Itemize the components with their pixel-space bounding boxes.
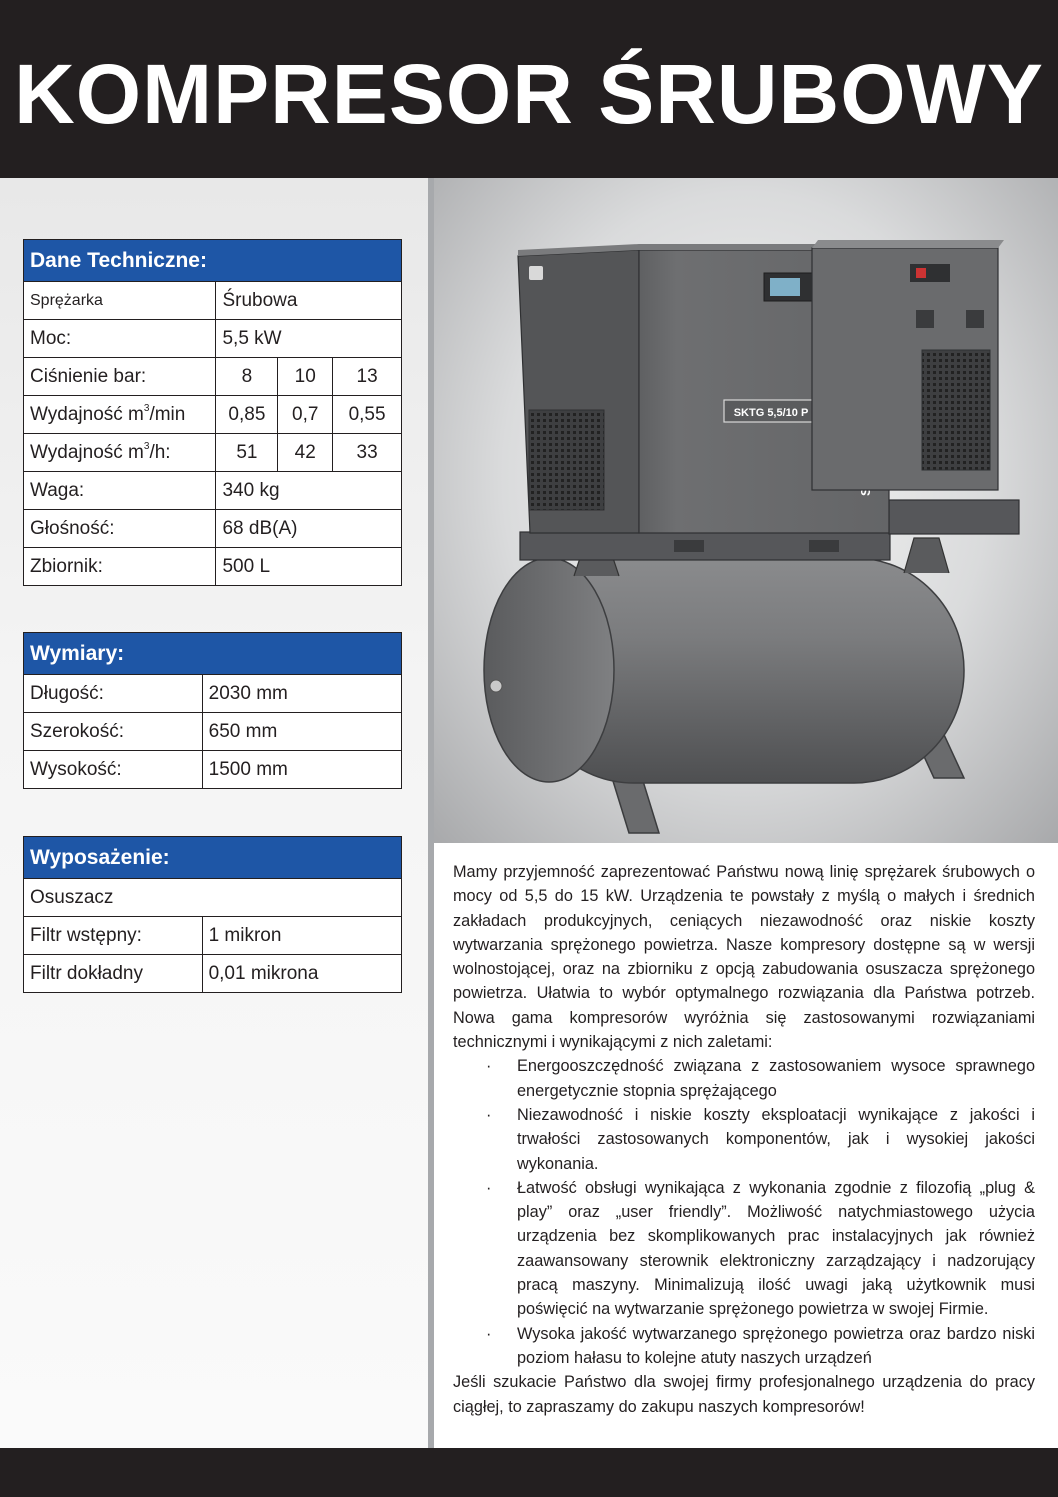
page-header xyxy=(0,0,1058,178)
table-row xyxy=(24,548,402,586)
compressor-illustration xyxy=(434,178,1058,843)
table-row xyxy=(24,472,402,510)
equipment-table xyxy=(23,836,402,993)
table-row xyxy=(24,955,402,993)
table-row xyxy=(24,713,402,751)
length-label: Długość: xyxy=(24,675,203,713)
pressure-label: Ciśnienie bar: xyxy=(24,358,216,396)
power-label: Moc: xyxy=(24,320,216,358)
height-label: Wysokość: xyxy=(24,751,203,789)
list-item: · Niezawodność i niskie koszty eksploatacji wynikające z jakości i trwałości zastosowanych komponentów, jak i wysokiej jakości wykonania. xyxy=(453,1103,1035,1176)
flow-per-hour-label: Wydajność $m^3/h$: xyxy=(24,434,216,472)
flow-per-hour-value: 42 xyxy=(278,434,333,472)
pressure-value: 8 xyxy=(216,358,278,396)
flow-per-minute-value: 0,7 xyxy=(278,396,333,434)
weight-value: 340 kg xyxy=(216,472,402,510)
equipment-heading: Wyposażenie: xyxy=(24,837,402,879)
bullet-icon: · xyxy=(486,1178,492,1197)
table-row xyxy=(24,396,402,434)
page-footer xyxy=(0,1448,1058,1497)
compressor-label: Sprężarka xyxy=(24,282,216,320)
table-row xyxy=(24,675,402,713)
pressure-value: 10 xyxy=(278,358,333,396)
bullet-icon: · xyxy=(486,1105,492,1124)
tank-label: Zbiornik: xyxy=(24,548,216,586)
dimensions-table xyxy=(23,632,402,789)
table-row xyxy=(24,917,402,955)
dimensions-heading: Wymiary: xyxy=(24,633,402,675)
fine-filter-label: Filtr dokładny xyxy=(24,955,203,993)
pressure-value: 13 xyxy=(333,358,402,396)
table-row xyxy=(24,751,402,789)
table-row xyxy=(24,510,402,548)
length-value: 2030 mm xyxy=(202,675,401,713)
table-row xyxy=(24,358,402,396)
product-photo-area xyxy=(434,178,1058,843)
prefilter-value: 1 mikron xyxy=(202,917,401,955)
flow-per-minute-value: 0,85 xyxy=(216,396,278,434)
table-row xyxy=(24,320,402,358)
page-title: KOMPRESOR ŚRUBOWY xyxy=(14,47,1044,141)
prefilter-label: Filtr wstępny: xyxy=(24,917,203,955)
description-outro: Jeśli szukacie Państwo dla swojej firmy profesjonalnego urządzenia do pracy ciągłej, to zapraszamy do zakupu naszych kompresorów! xyxy=(453,1373,1035,1416)
height-value: 1500 mm xyxy=(202,751,401,789)
fine-filter-value: 0,01 mikrona xyxy=(202,955,401,993)
table-row xyxy=(24,879,402,917)
flow-per-hour-value: 51 xyxy=(216,434,278,472)
noise-value: 68 dB(A) xyxy=(216,510,402,548)
dryer-item: Osuszacz xyxy=(24,879,402,917)
bullet-icon: · xyxy=(486,1324,492,1343)
features-list xyxy=(453,1054,1035,1370)
power-value: 5,5 kW xyxy=(216,320,402,358)
list-item: · Energooszczędność związana z zastosowaniem wysoce sprawnego energetycznie stopnia sprężającego xyxy=(453,1054,1035,1103)
product-description xyxy=(453,860,1035,1419)
table-row xyxy=(24,282,402,320)
width-label: Szerokość: xyxy=(24,713,203,751)
list-item: · Łatwość obsługi wynikająca z wykonania zgodnie z filozofią „plug & play” oraz „user friendly”. Możliwość natychmiastowego użycia urządzenia bez skomplikowanych prac instalacyjnych jak również zaawansowany sterownik elektroniczny zarządzający i nadzorujący pracą maszyny. Minimalizują ilość uwagi jaką użytkownik musi poświęcić na wytwarzanie sprężonego powietrza w swojej Firmie. xyxy=(453,1176,1035,1322)
weight-label: Waga: xyxy=(24,472,216,510)
model-label: SKTG 5,5/10 P xyxy=(733,407,809,419)
bullet-icon: · xyxy=(486,1057,492,1076)
table-row xyxy=(24,434,402,472)
compressor-value: Śrubowa xyxy=(216,282,402,320)
noise-label: Głośność: xyxy=(24,510,216,548)
flow-per-minute-label: Wydajność $m^3/\min$ xyxy=(24,396,216,434)
technical-data-table xyxy=(23,239,402,586)
list-item: · Wysoka jakość wytwarzanego sprężonego powietrza oraz bardzo niski poziom hałasu to kolejne atuty naszych urządzeń xyxy=(453,1322,1035,1371)
tank-value: 500 L xyxy=(216,548,402,586)
description-intro: Mamy przyjemność zaprezentować Państwu nową linię sprężarek śrubowych o mocy od 5,5 do 15 kW. Urządzenia te powstały z myślą o małych i średnich zakładach produkcyjnych, ceniących niezawodność oraz niskie koszty wytwarzania sprężonego powietrza. Nasze kompresory dostępne są w wersji wolnostojącej, oraz na zbiorniku z opcją zabudowania osuszacza sprężonego powietrza. Ułatwia to wybór optymalnego rozwiązania dla Państwa potrzeb. Nowa gama kompresorów wyróżnia się zastosowanymi rozwiązaniami technicznymi i wynikającymi z nich zaletami: xyxy=(453,863,1035,1052)
flow-per-hour-value: 33 xyxy=(333,434,402,472)
flow-per-minute-value: 0,55 xyxy=(333,396,402,434)
technical-data-heading: Dane Techniczne: xyxy=(24,240,402,282)
width-value: 650 mm xyxy=(202,713,401,751)
